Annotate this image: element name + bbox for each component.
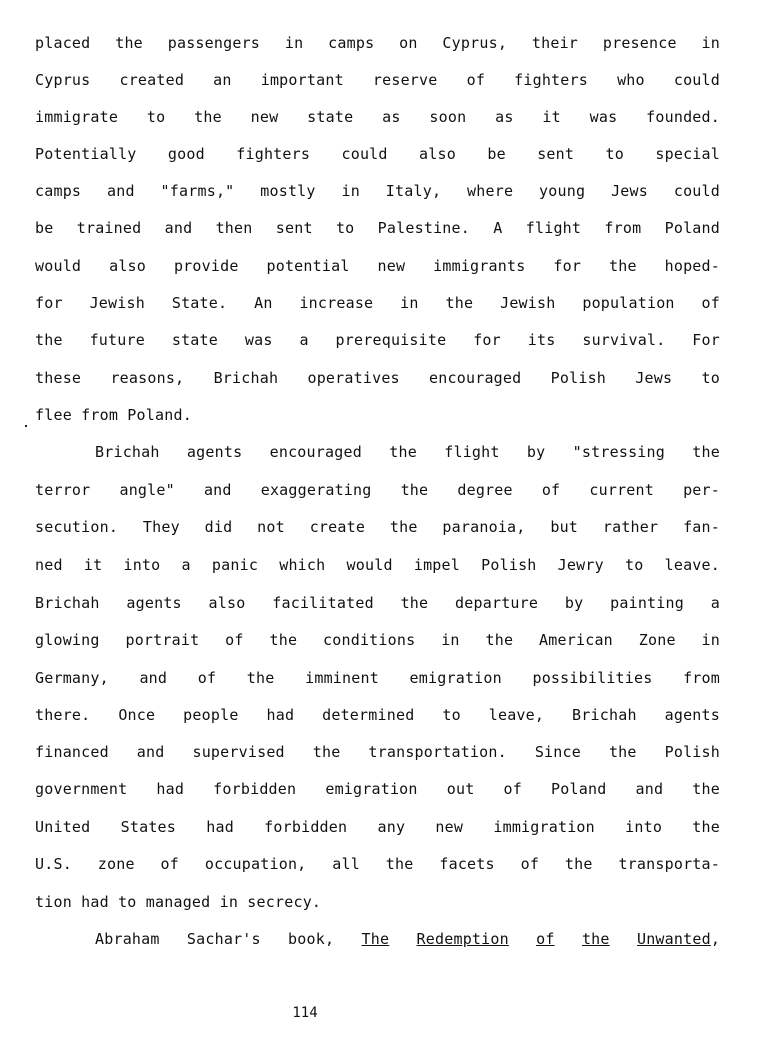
- text-line: Cyprus created an important reserve of fighters who could: [35, 71, 720, 89]
- book-title-word: of: [536, 930, 555, 948]
- text-line: there. Once people had determined to leave, Brichah agents: [35, 706, 720, 724]
- text-line: U.S. zone of occupation, all the facets of the transporta-: [35, 855, 720, 873]
- text-line-book-reference: [95, 930, 720, 948]
- text-line: glowing portrait of the conditions in the American Zone in: [35, 631, 720, 649]
- text-line: United States had forbidden any new immigration into the: [35, 818, 720, 836]
- text-line: Brichah agents encouraged the flight by "stressing the: [95, 443, 720, 461]
- text-line: immigrate to the new state as soon as it was founded.: [35, 108, 720, 126]
- text-line: placed the passengers in camps on Cyprus, their presence in: [35, 34, 720, 52]
- text-line: government had forbidden emigration out of Poland and the: [35, 780, 720, 798]
- book-title-word: Redemption: [416, 930, 509, 948]
- text-line: be trained and then sent to Palestine. A flight from Poland: [35, 219, 720, 237]
- text-line: secution. They did not create the paranoia, but rather fan-: [35, 518, 720, 536]
- text-line: financed and supervised the transportation. Since the Polish: [35, 743, 720, 761]
- text-line: tion had to managed in secrecy.: [35, 893, 322, 911]
- text-line: camps and "farms," mostly in Italy, where young Jews could: [35, 182, 720, 200]
- book-title-word: The: [361, 930, 390, 948]
- book-title-word: the: [581, 930, 610, 948]
- text-line: for Jewish State. An increase in the Jewish population of: [35, 294, 720, 312]
- text-line: terror angle" and exaggerating the degree of current per-: [35, 481, 720, 499]
- text-line: Brichah agents also facilitated the departure by painting a: [35, 594, 720, 612]
- scan-speck: [25, 425, 27, 427]
- text-line: would also provide potential new immigrants for the hoped-: [35, 257, 720, 275]
- text-line: these reasons, Brichah operatives encouraged Polish Jews to: [35, 369, 720, 387]
- book-title-word: Unwanted: [636, 930, 711, 948]
- reference-prefix: Abraham Sachar's book,: [95, 930, 335, 948]
- page-number: 114: [292, 1005, 318, 1021]
- book-title-end: [637, 930, 720, 948]
- text-line: flee from Poland.: [35, 406, 192, 424]
- text-line: ned it into a panic which would impel Polish Jewry to leave.: [35, 556, 720, 574]
- text-line: Potentially good fighters could also be sent to special: [35, 145, 720, 163]
- reference-suffix: ,: [710, 930, 721, 948]
- text-line: Germany, and of the imminent emigration possibilities from: [35, 669, 720, 687]
- text-line: the future state was a prerequisite for its survival. For: [35, 331, 720, 349]
